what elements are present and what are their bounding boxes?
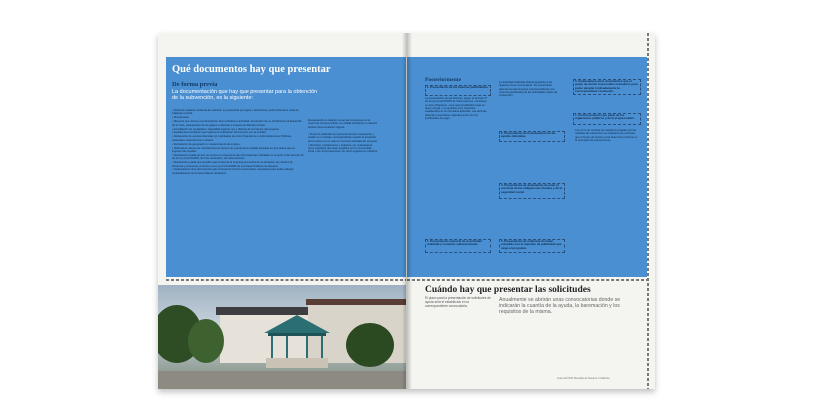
bullet-icon: • [308, 133, 310, 136]
heading-publicidad: 5. Presentación de evidencia de haber cumplido con el requisito de publicidad que exige el programa. [501, 239, 562, 250]
bandstand [262, 313, 332, 373]
list-item-text: Solicitud mediante instancia de solicitud, se presentará por papel o electrónica, podrá obtenerse copia en Catálogo Central. [172, 109, 300, 116]
requirements-list [172, 109, 304, 176]
list-item [172, 109, 304, 116]
heading-otros: 6. Cualesquiera otros documentos que el grupo de acción local estime necesarios para poder adoptar motivadamente la correspondiente resolución. [575, 79, 638, 94]
bullet-icon: • [172, 153, 174, 157]
lead-paragraph: La documentación que hay que presentar para la obtención de la subvención, es la siguiente: [172, 89, 318, 102]
list-item-text: Acreditación de propiedad o capacidad legal de uso y disfrute de los bienes del proyecto. [173, 127, 280, 131]
section-subtitle-right: Posteriormente [425, 77, 462, 83]
list-item [308, 144, 378, 154]
side-note: Exceptuando en relación a que las inversiones en el marco de compra podrán, la entidad solicitante no deberá aportar documentación alguna. [308, 119, 377, 129]
bullet-icon: • [172, 120, 174, 124]
town-square-photo [158, 285, 406, 389]
bullet-icon: • [172, 127, 174, 131]
bullet-icon: • [172, 142, 174, 146]
page-footer: Guía del PDR Montaña de Navarra / Nafarroa [557, 377, 610, 380]
book-gutter [402, 33, 412, 389]
bullet-icon: • [172, 116, 174, 120]
cut-line-left [166, 279, 406, 281]
side-requirements-list [308, 133, 378, 154]
text-col3: Con el fin de verificar los requisitos exigidos por las medidas de subvención se realizarán los controles que el Grupo de Acción Local determine conforme a la normativa de subvenciones. [575, 129, 637, 143]
list-item-text: Presupuesto. [173, 116, 190, 120]
cut-line-right [407, 279, 649, 281]
list-item [308, 133, 378, 143]
list-item-text: Proyecto realizado por personal técnico competente y visado en el colegio correspondiente cuando la actuación así lo exija o en su caso la memoria valorada del proyecto. [308, 133, 378, 143]
brochure-spread [158, 33, 655, 389]
text-col2: La actividad realizada deberá ajustarse a los objetivos de la convocatoria. Se presentarán además los documentos correspondientes a la memoria justificativa de las actividades objeto de subvención. [499, 81, 558, 98]
bullet-icon: • [172, 161, 174, 165]
list-item [172, 168, 304, 175]
list-item [172, 143, 304, 146]
section-subtitle: De forma previa [172, 81, 218, 88]
list-item [172, 120, 304, 127]
list-item-text: Permisos, inscripciones y registros, y/o cualesquiera otros requisitos que sean exigibles por la Comunidad Foral o por el Ayuntamiento y/o otros organismos públicos. [308, 143, 378, 154]
list-item-text: Declaración de generación o mantenimiento de empleo. [173, 142, 241, 146]
list-item [172, 154, 304, 161]
tree-right [346, 323, 394, 367]
left-page [158, 33, 406, 389]
bottom-paragraph: Anualmente se abrirán unas convocatorias donde se indicarán la cuantía de la ayuda, la baremación y los requisitos de la misma. [499, 297, 621, 315]
list-item-text: Memoria que incluya una descripción de la iniciativa o actividad, devolución de su contribución al desarrollo de la zona, presupuesto de los gastos a efectuar e impacto ambiental previsto. [172, 120, 302, 127]
list-item-text: Aquella documentación que legitime la realización del proyecto por la entidad. [173, 131, 267, 135]
page-title: Qué documentos hay que presentar [172, 64, 331, 75]
list-item [172, 161, 304, 168]
bullet-icon: • [172, 109, 174, 112]
cut-line-vertical [647, 33, 649, 389]
bullet-icon: • [308, 143, 310, 147]
heading-memoria: 1. Presentación memoria de la actividad realizada y consumo subvencionado. [427, 239, 482, 247]
heading-control: 7. Control posterior por parte de los organismos públicos y de la propia Leader. [575, 113, 635, 121]
list-item-text: Solicitud de abono por transferencia al número de cuenta de la entidad bancaria en que desea que se ingresen las ayudas. [172, 146, 296, 153]
bottom-title: Cuándo hay que presentar las solicitudes [425, 285, 591, 295]
ground [158, 371, 406, 389]
list-item-text: Declaración jurada de que no incurre en ninguna de las circunstancias indicadas en el punto 2 del artículo 13 de la Ley Foral 8/2005, de 9 de noviembre, de subvenciones. [172, 153, 304, 161]
bottom-small-text: El plazo para la presentación de solicitudes de ayuda será el establecido en la correspondiente convocatoria. [425, 296, 491, 308]
tree-left-2 [188, 319, 224, 363]
list-item [172, 135, 304, 142]
right-page [407, 33, 655, 389]
bullet-icon: • [172, 168, 174, 172]
list-item [172, 147, 304, 154]
bullet-icon: • [172, 135, 174, 139]
list-item-text: Cualesquiera otros documentos que el Grupo de Acción Local estime necesarios para poder adoptar motivadamente la correspondiente resolución. [172, 168, 294, 175]
text-facturas: La presentación de las facturas, según el artículo 27 de la Ley Foral 8/2005 de Subvenciones, constituye un acto obligatorio, cuya responsabilidad recae en quien otorga, y se ajustará a los requisitos establecidos en la normativa aplicable. Las facturas deberán presentarse originales junto con los justificantes de pago. [425, 97, 488, 121]
list-item-text: Declaración jurada que acredite que la idea de la empresa promotora en la actuación de criterios de eficiencia y economía, conforme a la Ley Foral 6/2006 de Contratos Públicos de Navarra. [172, 161, 293, 168]
bullet-icon: • [172, 131, 174, 135]
bullet-icon: • [172, 146, 174, 150]
heading-fiscales: 4. Presentación de declaración de estar al corriente de las obligaciones fiscales y de la seguridad social. [501, 183, 563, 194]
list-item-text: Declaración de ayudas obtenidas y/o solicitadas de otros Organismos o Administraciones Públicas, nacionales, Autonómicos o locales. [172, 135, 292, 142]
heading-facturas: 1. Presentación de las facturas justificativas. [427, 85, 489, 89]
heading-ayudas: 2. Presentación de la declaración de las ayudas obtenidas. [501, 131, 556, 139]
building-right-roof [306, 299, 406, 305]
